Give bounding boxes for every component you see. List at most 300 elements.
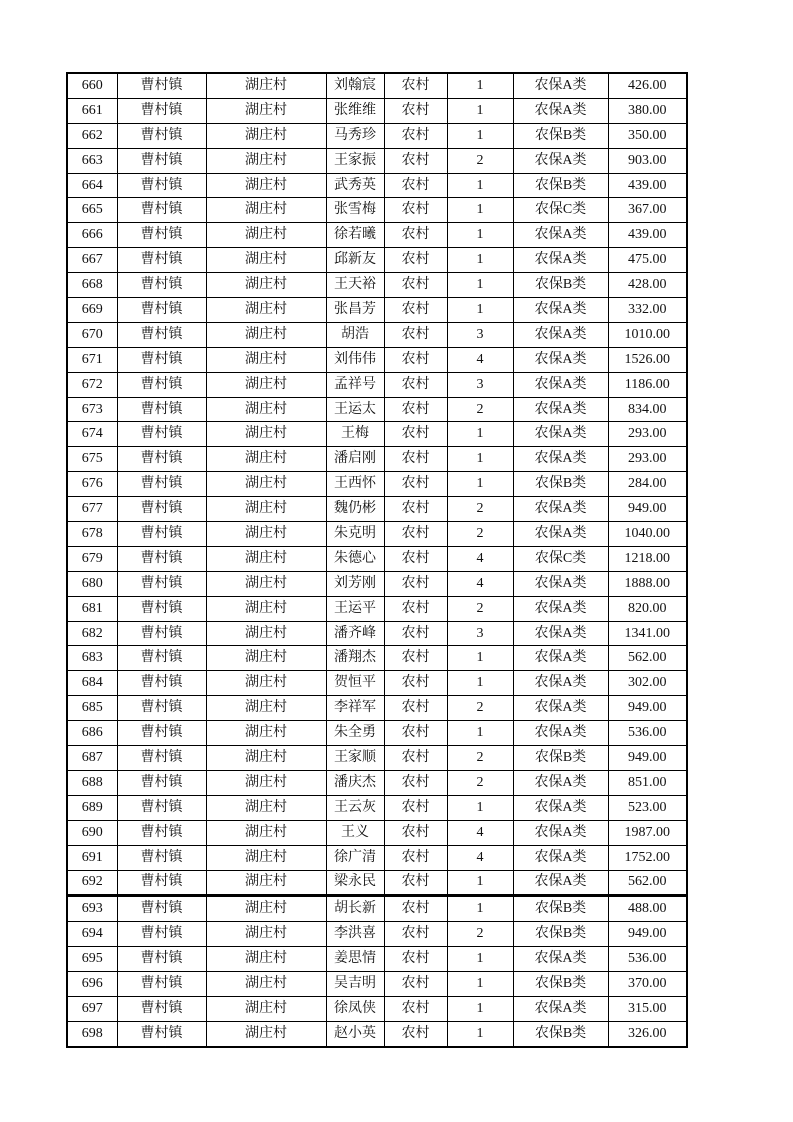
table-row [67, 696, 687, 721]
table-cell: 农保B类 [513, 123, 608, 148]
table-row [67, 870, 687, 896]
table-cell: 曹村镇 [117, 820, 206, 845]
table-row [67, 646, 687, 671]
table-cell: 湖庄村 [206, 746, 326, 771]
table-cell: 1 [447, 1021, 513, 1046]
table-cell: 湖庄村 [206, 996, 326, 1021]
table-cell: 1 [447, 646, 513, 671]
table-cell: 672 [67, 372, 117, 397]
table-cell: 949.00 [608, 746, 687, 771]
table-cell: 4 [447, 845, 513, 870]
table-cell: 农村 [384, 845, 447, 870]
table-cell: 湖庄村 [206, 397, 326, 422]
table-cell: 农村 [384, 322, 447, 347]
table-cell: 3 [447, 322, 513, 347]
table-cell: 湖庄村 [206, 372, 326, 397]
table-cell: 徐若曦 [326, 223, 384, 248]
table-cell: 武秀英 [326, 173, 384, 198]
table-cell: 农村 [384, 73, 447, 98]
table-cell: 1888.00 [608, 571, 687, 596]
table-cell: 王梅 [326, 422, 384, 447]
table-cell: 692 [67, 870, 117, 896]
subsidy-table [66, 72, 688, 1048]
table-cell: 302.00 [608, 671, 687, 696]
table-cell: 681 [67, 596, 117, 621]
table-cell: 1010.00 [608, 322, 687, 347]
table-row [67, 372, 687, 397]
table-cell: 4 [447, 546, 513, 571]
table-cell: 李洪喜 [326, 922, 384, 947]
table-cell: 曹村镇 [117, 770, 206, 795]
table-cell: 刘伟伟 [326, 347, 384, 372]
table-cell: 王运太 [326, 397, 384, 422]
table-cell: 农保A类 [513, 372, 608, 397]
table-cell: 农保A类 [513, 571, 608, 596]
table-cell: 1341.00 [608, 621, 687, 646]
table-cell: 3 [447, 372, 513, 397]
table-cell: 2 [447, 922, 513, 947]
table-cell: 674 [67, 422, 117, 447]
table-cell: 1 [447, 223, 513, 248]
table-cell: 1 [447, 947, 513, 972]
table-cell: 曹村镇 [117, 148, 206, 173]
table-cell: 农村 [384, 571, 447, 596]
table-cell: 曹村镇 [117, 996, 206, 1021]
table-cell: 683 [67, 646, 117, 671]
table-cell: 曹村镇 [117, 372, 206, 397]
table-cell: 农村 [384, 347, 447, 372]
table-cell: 685 [67, 696, 117, 721]
table-row [67, 148, 687, 173]
table-cell: 农村 [384, 123, 447, 148]
table-row [67, 671, 687, 696]
table-row [67, 546, 687, 571]
table-cell: 王天裕 [326, 273, 384, 298]
table-cell: 农保A类 [513, 671, 608, 696]
table-cell: 农村 [384, 870, 447, 896]
table-cell: 农村 [384, 746, 447, 771]
table-cell: 农村 [384, 770, 447, 795]
table-row [67, 397, 687, 422]
table-cell: 668 [67, 273, 117, 298]
table-cell: 3 [447, 621, 513, 646]
table-cell: 1 [447, 671, 513, 696]
table-cell: 1 [447, 996, 513, 1021]
table-cell: 潘齐峰 [326, 621, 384, 646]
table-cell: 2 [447, 397, 513, 422]
table-cell: 671 [67, 347, 117, 372]
table-cell: 曹村镇 [117, 845, 206, 870]
table-cell: 农保A类 [513, 347, 608, 372]
table-cell: 农保A类 [513, 696, 608, 721]
table-cell: 湖庄村 [206, 571, 326, 596]
table-cell: 949.00 [608, 922, 687, 947]
table-cell: 湖庄村 [206, 198, 326, 223]
table-cell: 农村 [384, 795, 447, 820]
table-row [67, 770, 687, 795]
table-row [67, 996, 687, 1021]
table-cell: 673 [67, 397, 117, 422]
table-cell: 曹村镇 [117, 198, 206, 223]
table-cell: 徐凤侠 [326, 996, 384, 1021]
table-cell: 820.00 [608, 596, 687, 621]
table-row [67, 123, 687, 148]
table-cell: 曹村镇 [117, 972, 206, 997]
table-cell: 农村 [384, 596, 447, 621]
table-cell: 665 [67, 198, 117, 223]
table-cell: 农保A类 [513, 248, 608, 273]
table-cell: 农保B类 [513, 922, 608, 947]
table-cell: 王云灰 [326, 795, 384, 820]
table-cell: 2 [447, 696, 513, 721]
table-cell: 农村 [384, 621, 447, 646]
table-cell: 湖庄村 [206, 98, 326, 123]
table-cell: 农保A类 [513, 646, 608, 671]
table-cell: 湖庄村 [206, 522, 326, 547]
table-cell: 农村 [384, 522, 447, 547]
table-cell: 王西怀 [326, 472, 384, 497]
table-row [67, 596, 687, 621]
table-cell: 农村 [384, 1021, 447, 1046]
table-cell: 农保B类 [513, 173, 608, 198]
table-cell: 朱德心 [326, 546, 384, 571]
table-cell: 湖庄村 [206, 497, 326, 522]
table-cell: 326.00 [608, 1021, 687, 1046]
table-cell: 698 [67, 1021, 117, 1046]
table-cell: 834.00 [608, 397, 687, 422]
table-row [67, 1021, 687, 1046]
table-cell: 曹村镇 [117, 522, 206, 547]
table-cell: 湖庄村 [206, 671, 326, 696]
table-cell: 农保B类 [513, 972, 608, 997]
table-cell: 曹村镇 [117, 571, 206, 596]
table-cell: 农村 [384, 298, 447, 323]
table-cell: 1 [447, 248, 513, 273]
table-row [67, 298, 687, 323]
table-cell: 农村 [384, 947, 447, 972]
table-cell: 曹村镇 [117, 795, 206, 820]
table-cell: 农保A类 [513, 721, 608, 746]
table-row [67, 248, 687, 273]
table-cell: 农保B类 [513, 273, 608, 298]
table-cell: 293.00 [608, 422, 687, 447]
table-cell: 吴吉明 [326, 972, 384, 997]
table-cell: 曹村镇 [117, 497, 206, 522]
table-cell: 湖庄村 [206, 422, 326, 447]
table-row [67, 746, 687, 771]
table-cell: 农保A类 [513, 223, 608, 248]
table-cell: 农保A类 [513, 298, 608, 323]
table-cell: 梁永民 [326, 870, 384, 896]
table-cell: 农村 [384, 273, 447, 298]
table-cell: 农保C类 [513, 198, 608, 223]
table-cell: 667 [67, 248, 117, 273]
table-cell: 426.00 [608, 73, 687, 98]
table-cell: 2 [447, 596, 513, 621]
table-cell: 1987.00 [608, 820, 687, 845]
table-cell: 湖庄村 [206, 972, 326, 997]
table-cell: 370.00 [608, 972, 687, 997]
table-cell: 湖庄村 [206, 447, 326, 472]
table-cell: 农保A类 [513, 322, 608, 347]
table-row [67, 472, 687, 497]
table-cell: 张雪梅 [326, 198, 384, 223]
table-cell: 曹村镇 [117, 596, 206, 621]
table-cell: 曹村镇 [117, 896, 206, 922]
table-row [67, 422, 687, 447]
table-row [67, 795, 687, 820]
table-cell: 潘庆杰 [326, 770, 384, 795]
table-cell: 678 [67, 522, 117, 547]
table-cell: 农保A类 [513, 397, 608, 422]
table-cell: 湖庄村 [206, 322, 326, 347]
table-cell: 682 [67, 621, 117, 646]
table-row [67, 922, 687, 947]
table-cell: 农保B类 [513, 472, 608, 497]
table-cell: 湖庄村 [206, 870, 326, 896]
table-cell: 曹村镇 [117, 223, 206, 248]
table-cell: 679 [67, 546, 117, 571]
table-cell: 332.00 [608, 298, 687, 323]
table-cell: 曹村镇 [117, 746, 206, 771]
table-cell: 农保A类 [513, 447, 608, 472]
table-cell: 农村 [384, 397, 447, 422]
table-cell: 贺恒平 [326, 671, 384, 696]
table-cell: 350.00 [608, 123, 687, 148]
table-row [67, 845, 687, 870]
table-row [67, 73, 687, 98]
table-cell: 湖庄村 [206, 223, 326, 248]
table-cell: 湖庄村 [206, 73, 326, 98]
table-cell: 农村 [384, 422, 447, 447]
table-cell: 农村 [384, 820, 447, 845]
table-cell: 农村 [384, 497, 447, 522]
table-cell: 曹村镇 [117, 347, 206, 372]
table-cell: 696 [67, 972, 117, 997]
table-cell: 439.00 [608, 173, 687, 198]
table-cell: 曹村镇 [117, 273, 206, 298]
table-cell: 农村 [384, 546, 447, 571]
table-row [67, 322, 687, 347]
table-cell: 666 [67, 223, 117, 248]
table-cell: 湖庄村 [206, 173, 326, 198]
table-cell: 农村 [384, 248, 447, 273]
table-cell: 697 [67, 996, 117, 1021]
table-cell: 670 [67, 322, 117, 347]
table-cell: 农村 [384, 721, 447, 746]
table-row [67, 571, 687, 596]
table-cell: 1186.00 [608, 372, 687, 397]
table-cell: 1 [447, 98, 513, 123]
table-cell: 湖庄村 [206, 148, 326, 173]
table-cell: 949.00 [608, 497, 687, 522]
table-cell: 湖庄村 [206, 947, 326, 972]
table-cell: 曹村镇 [117, 671, 206, 696]
table-cell: 曹村镇 [117, 298, 206, 323]
table-row [67, 173, 687, 198]
table-cell: 曹村镇 [117, 472, 206, 497]
table-cell: 4 [447, 820, 513, 845]
table-row [67, 522, 687, 547]
table-cell: 2 [447, 497, 513, 522]
table-cell: 农保A类 [513, 870, 608, 896]
table-cell: 1 [447, 73, 513, 98]
table-cell: 曹村镇 [117, 1021, 206, 1046]
table-cell: 1 [447, 870, 513, 896]
table-row [67, 947, 687, 972]
table-cell: 曹村镇 [117, 646, 206, 671]
table-cell: 663 [67, 148, 117, 173]
table-cell: 湖庄村 [206, 922, 326, 947]
table-cell: 农保A类 [513, 73, 608, 98]
table-cell: 农保A类 [513, 497, 608, 522]
table-cell: 536.00 [608, 721, 687, 746]
table-cell: 4 [447, 571, 513, 596]
table-cell: 851.00 [608, 770, 687, 795]
table-cell: 1 [447, 422, 513, 447]
table-cell: 胡长新 [326, 896, 384, 922]
table-cell: 农保A类 [513, 596, 608, 621]
table-cell: 农保B类 [513, 746, 608, 771]
table-cell: 张昌芳 [326, 298, 384, 323]
table-cell: 695 [67, 947, 117, 972]
table-cell: 689 [67, 795, 117, 820]
table-cell: 562.00 [608, 870, 687, 896]
table-cell: 694 [67, 922, 117, 947]
table-cell: 农村 [384, 996, 447, 1021]
table-cell: 徐广清 [326, 845, 384, 870]
table-row [67, 347, 687, 372]
table-cell: 姜思情 [326, 947, 384, 972]
table-cell: 1 [447, 123, 513, 148]
table-cell: 农村 [384, 696, 447, 721]
table-cell: 农村 [384, 223, 447, 248]
table-cell: 691 [67, 845, 117, 870]
table-row [67, 497, 687, 522]
table-cell: 湖庄村 [206, 472, 326, 497]
table-cell: 邱新友 [326, 248, 384, 273]
table-cell: 2 [447, 746, 513, 771]
table-cell: 293.00 [608, 447, 687, 472]
table-cell: 4 [447, 347, 513, 372]
table-cell: 湖庄村 [206, 696, 326, 721]
table-cell: 曹村镇 [117, 870, 206, 896]
table-cell: 1 [447, 273, 513, 298]
table-cell: 湖庄村 [206, 123, 326, 148]
table-cell: 马秀珍 [326, 123, 384, 148]
table-cell: 2 [447, 770, 513, 795]
table-cell: 农保A类 [513, 522, 608, 547]
table-cell: 农村 [384, 472, 447, 497]
table-row [67, 896, 687, 922]
table-cell: 686 [67, 721, 117, 746]
table-cell: 687 [67, 746, 117, 771]
table-cell: 湖庄村 [206, 298, 326, 323]
table-cell: 朱全勇 [326, 721, 384, 746]
table-cell: 湖庄村 [206, 273, 326, 298]
table-row [67, 198, 687, 223]
table-cell: 1218.00 [608, 546, 687, 571]
table-cell: 赵小英 [326, 1021, 384, 1046]
table-cell: 农村 [384, 173, 447, 198]
table-cell: 1752.00 [608, 845, 687, 870]
table-cell: 284.00 [608, 472, 687, 497]
table-cell: 湖庄村 [206, 248, 326, 273]
table-cell: 439.00 [608, 223, 687, 248]
table-cell: 农保A类 [513, 148, 608, 173]
table-cell: 684 [67, 671, 117, 696]
table-cell: 张维维 [326, 98, 384, 123]
table-row [67, 621, 687, 646]
table-cell: 潘启刚 [326, 447, 384, 472]
table-cell: 675 [67, 447, 117, 472]
table-cell: 693 [67, 896, 117, 922]
table-cell: 农村 [384, 372, 447, 397]
table-cell: 367.00 [608, 198, 687, 223]
table-cell: 湖庄村 [206, 896, 326, 922]
table-cell: 曹村镇 [117, 546, 206, 571]
table-cell: 刘芳刚 [326, 571, 384, 596]
table-cell: 农村 [384, 671, 447, 696]
table-cell: 2 [447, 148, 513, 173]
table-cell: 农村 [384, 896, 447, 922]
table-cell: 湖庄村 [206, 646, 326, 671]
table-row [67, 721, 687, 746]
table-cell: 王家顺 [326, 746, 384, 771]
table-cell: 690 [67, 820, 117, 845]
table-cell: 农村 [384, 148, 447, 173]
table-cell: 曹村镇 [117, 621, 206, 646]
table-cell: 曹村镇 [117, 696, 206, 721]
table-row [67, 223, 687, 248]
table-cell: 428.00 [608, 273, 687, 298]
table-cell: 曹村镇 [117, 173, 206, 198]
table-cell: 胡浩 [326, 322, 384, 347]
table-cell: 农村 [384, 98, 447, 123]
table-cell: 1 [447, 972, 513, 997]
table-cell: 曹村镇 [117, 322, 206, 347]
table-row [67, 820, 687, 845]
table-cell: 刘翰宸 [326, 73, 384, 98]
table-cell: 朱克明 [326, 522, 384, 547]
table-cell: 1526.00 [608, 347, 687, 372]
table-cell: 湖庄村 [206, 845, 326, 870]
table-cell: 2 [447, 522, 513, 547]
table-cell: 湖庄村 [206, 770, 326, 795]
table-cell: 农村 [384, 972, 447, 997]
table-cell: 曹村镇 [117, 397, 206, 422]
table-row [67, 273, 687, 298]
table-cell: 王义 [326, 820, 384, 845]
table-cell: 1 [447, 198, 513, 223]
table-cell: 662 [67, 123, 117, 148]
table-cell: 曹村镇 [117, 922, 206, 947]
table-cell: 1 [447, 447, 513, 472]
table-cell: 曹村镇 [117, 422, 206, 447]
table-cell: 农保A类 [513, 98, 608, 123]
table-cell: 1 [447, 795, 513, 820]
table-cell: 315.00 [608, 996, 687, 1021]
table-cell: 曹村镇 [117, 721, 206, 746]
table-cell: 661 [67, 98, 117, 123]
table-cell: 湖庄村 [206, 546, 326, 571]
table-cell: 488.00 [608, 896, 687, 922]
table-cell: 王运平 [326, 596, 384, 621]
table-cell: 523.00 [608, 795, 687, 820]
table-cell: 湖庄村 [206, 820, 326, 845]
table-cell: 1040.00 [608, 522, 687, 547]
table-cell: 农保A类 [513, 820, 608, 845]
